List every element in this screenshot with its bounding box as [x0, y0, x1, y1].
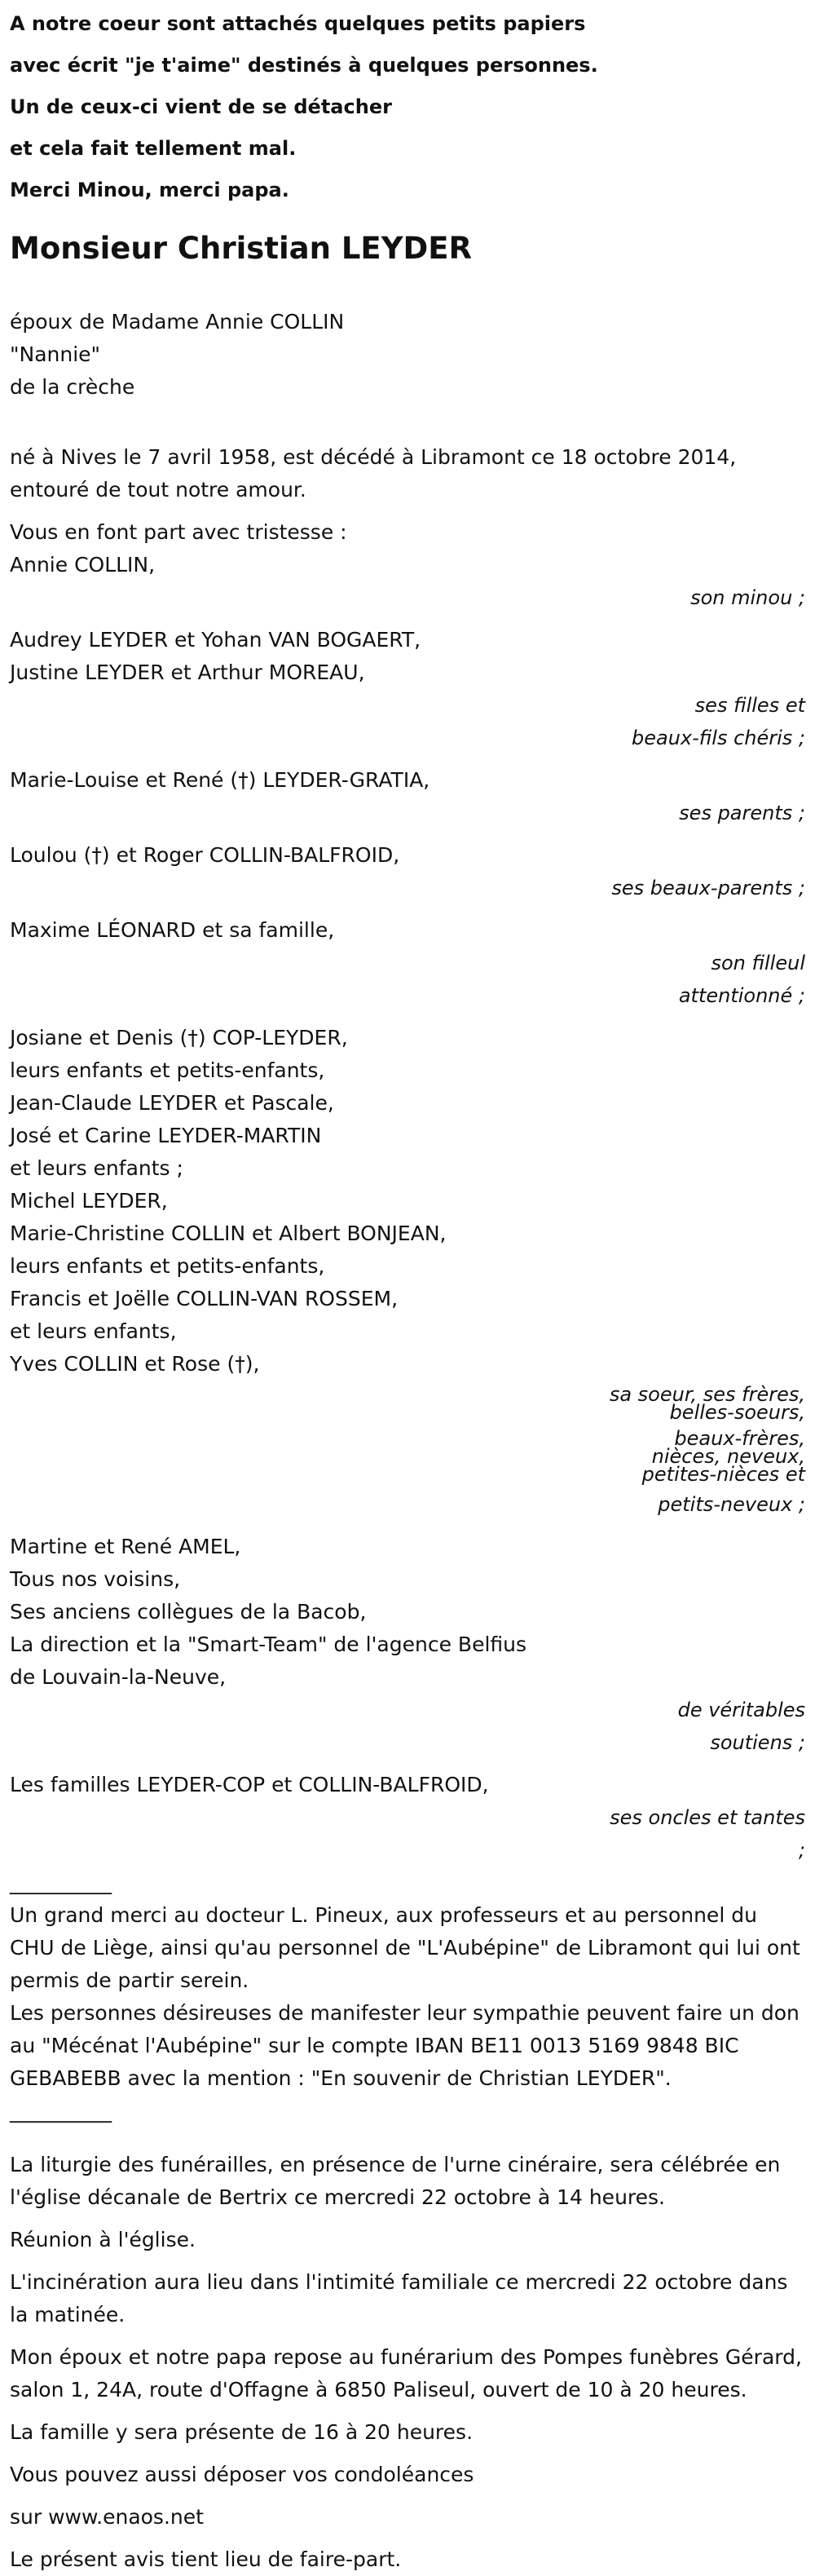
family-role: beaux-frères, [674, 1427, 805, 1450]
family-member: Martine et René AMEL, [10, 1535, 241, 1558]
family-member: Michel LEYDER, [10, 1189, 168, 1213]
separator: __________ [10, 2099, 112, 2123]
family-member: de Louvain-la-Neuve, [10, 1665, 227, 1689]
family-member: Audrey LEYDER et Yohan VAN BOGAERT, [10, 628, 421, 652]
family-role: belles-soeurs, [669, 1401, 805, 1424]
funeral-paragraph: La liturgie des funérailles, en présence de l'urne cinéraire, sera célébrée en l'église décanale de Bertrix ce mercredi 22 octobre à 14 heures. [10, 2153, 781, 2209]
family-role: beaux-fils chéris ; [631, 727, 805, 749]
family-member: Ses anciens collègues de la Bacob, [10, 1600, 367, 1624]
funeral-block [10, 2149, 815, 2576]
donation-paragraph: Les personnes désireuses de manifester leur sympathie peuvent faire un don au "Mécénat l'Aubépine" sur le compte IBAN BE11 0013 5169 9848 BIC GEBABEBB avec la mention : "En souvenir de Christian LEYDER". [10, 2001, 800, 2090]
family-role: son filleul [711, 952, 805, 974]
spouse-line: de la crèche [10, 375, 135, 399]
family-member: Justine LEYDER et Arthur MOREAU, [10, 661, 365, 684]
birth-line: entouré de tout notre amour. [10, 478, 306, 502]
family-role: ses parents ; [679, 802, 805, 824]
family-member: Francis et Joëlle COLLIN-VAN ROSSEM, [10, 1287, 399, 1310]
poem-line: et cela fait tellement mal. [10, 137, 297, 160]
funeral-paragraph: Vous pouvez aussi déposer vos condoléances [10, 2463, 474, 2486]
family-member: Les familles LEYDER-COP et COLLIN-BALFROID, [10, 1773, 489, 1796]
poem [10, 0, 815, 211]
birth-block [10, 441, 815, 506]
family-role: sa soeur, ses frères, [609, 1383, 805, 1406]
thanks-paragraph: Un grand merci au docteur L. Pineux, aux professeurs et au personnel du CHU de Liège, ainsi qu'au personnel de "L'Aubépine" de Libramont qui lui ont permis de partir serein. [10, 1903, 800, 1992]
family-member: Jean-Claude LEYDER et Pascale, [10, 1091, 334, 1115]
family-role: petits-neveux ; [658, 1493, 805, 1516]
family-member: Maxime LÉONARD et sa famille, [10, 918, 335, 942]
family-role: attentionné ; [678, 984, 805, 1007]
family-role: son minou ; [690, 586, 805, 609]
family-role: ses oncles et tantes [610, 1806, 805, 1829]
family-member: Josiane et Denis (†) COP-LEYDER, [10, 1026, 348, 1049]
spouse-block [10, 306, 815, 404]
family-member: Tous nos voisins, [10, 1567, 181, 1591]
deceased-name: Monsieur Christian LEYDER [10, 231, 472, 266]
family-role: de véritables [677, 1699, 805, 1721]
family-member: leurs enfants et petits-enfants, [10, 1058, 325, 1082]
family-member: Yves COLLIN et Rose (†), [10, 1352, 260, 1376]
funeral-paragraph: Mon époux et notre papa repose au funérarium des Pompes funèbres Gérard, salon 1, 24A, route d'Offagne à 6850 Paliseul, ouvert de 10 à 20 heures. [10, 2345, 802, 2401]
family-role: petites-nièces et [641, 1463, 805, 1486]
funeral-paragraph: La famille y sera présente de 16 à 20 heures. [10, 2420, 474, 2444]
website-line: sur www.enaos.net [10, 2505, 204, 2529]
poem-line: A notre coeur sont attachés quelques petits papiers [10, 12, 586, 35]
family-role: ses beaux-parents ; [611, 877, 805, 899]
funeral-paragraph: L'incinération aura lieu dans l'intimité familiale ce mercredi 22 octobre dans la matinée. [10, 2270, 788, 2326]
family-member: et leurs enfants, [10, 1319, 177, 1343]
family-role: nièces, neveux, [651, 1445, 805, 1468]
spouse-line: époux de Madame Annie COLLIN [10, 310, 345, 334]
spouse-nickname: "Nannie" [10, 342, 101, 366]
family-member: La direction et la "Smart-Team" de l'agence Belfius [10, 1633, 527, 1656]
funeral-paragraph: Le présent avis tient lieu de faire-part. [10, 2547, 402, 2571]
family-intro: Vous en font part avec tristesse : [10, 520, 347, 544]
poem-line: avec écrit "je t'aime" destinés à quelques personnes. [10, 54, 598, 77]
family-block [10, 516, 815, 1867]
poem-line: Un de ceux-ci vient de se détacher [10, 95, 392, 118]
family-role: ; [798, 1839, 805, 1862]
family-role: ses filles et [694, 694, 805, 717]
birth-line: né à Nives le 7 avril 1958, est décédé à Libramont ce 18 octobre 2014, [10, 445, 737, 469]
family-member: Annie COLLIN, [10, 553, 156, 577]
separator: __________ [10, 1871, 112, 1894]
family-member: José et Carine LEYDER-MARTIN [10, 1124, 322, 1147]
funeral-paragraph: Réunion à l'église. [10, 2228, 196, 2251]
poem-line: Merci Minou, merci papa. [10, 179, 289, 201]
thanks-block [10, 1899, 815, 2095]
family-role: soutiens ; [710, 1731, 805, 1754]
family-member: et leurs enfants ; [10, 1156, 183, 1180]
family-member: Loulou (†) et Roger COLLIN-BALFROID, [10, 843, 400, 867]
family-member: Marie-Louise et René (†) LEYDER-GRATIA, [10, 768, 430, 792]
family-member: Marie-Christine COLLIN et Albert BONJEAN, [10, 1222, 447, 1245]
family-member: leurs enfants et petits-enfants, [10, 1254, 325, 1278]
